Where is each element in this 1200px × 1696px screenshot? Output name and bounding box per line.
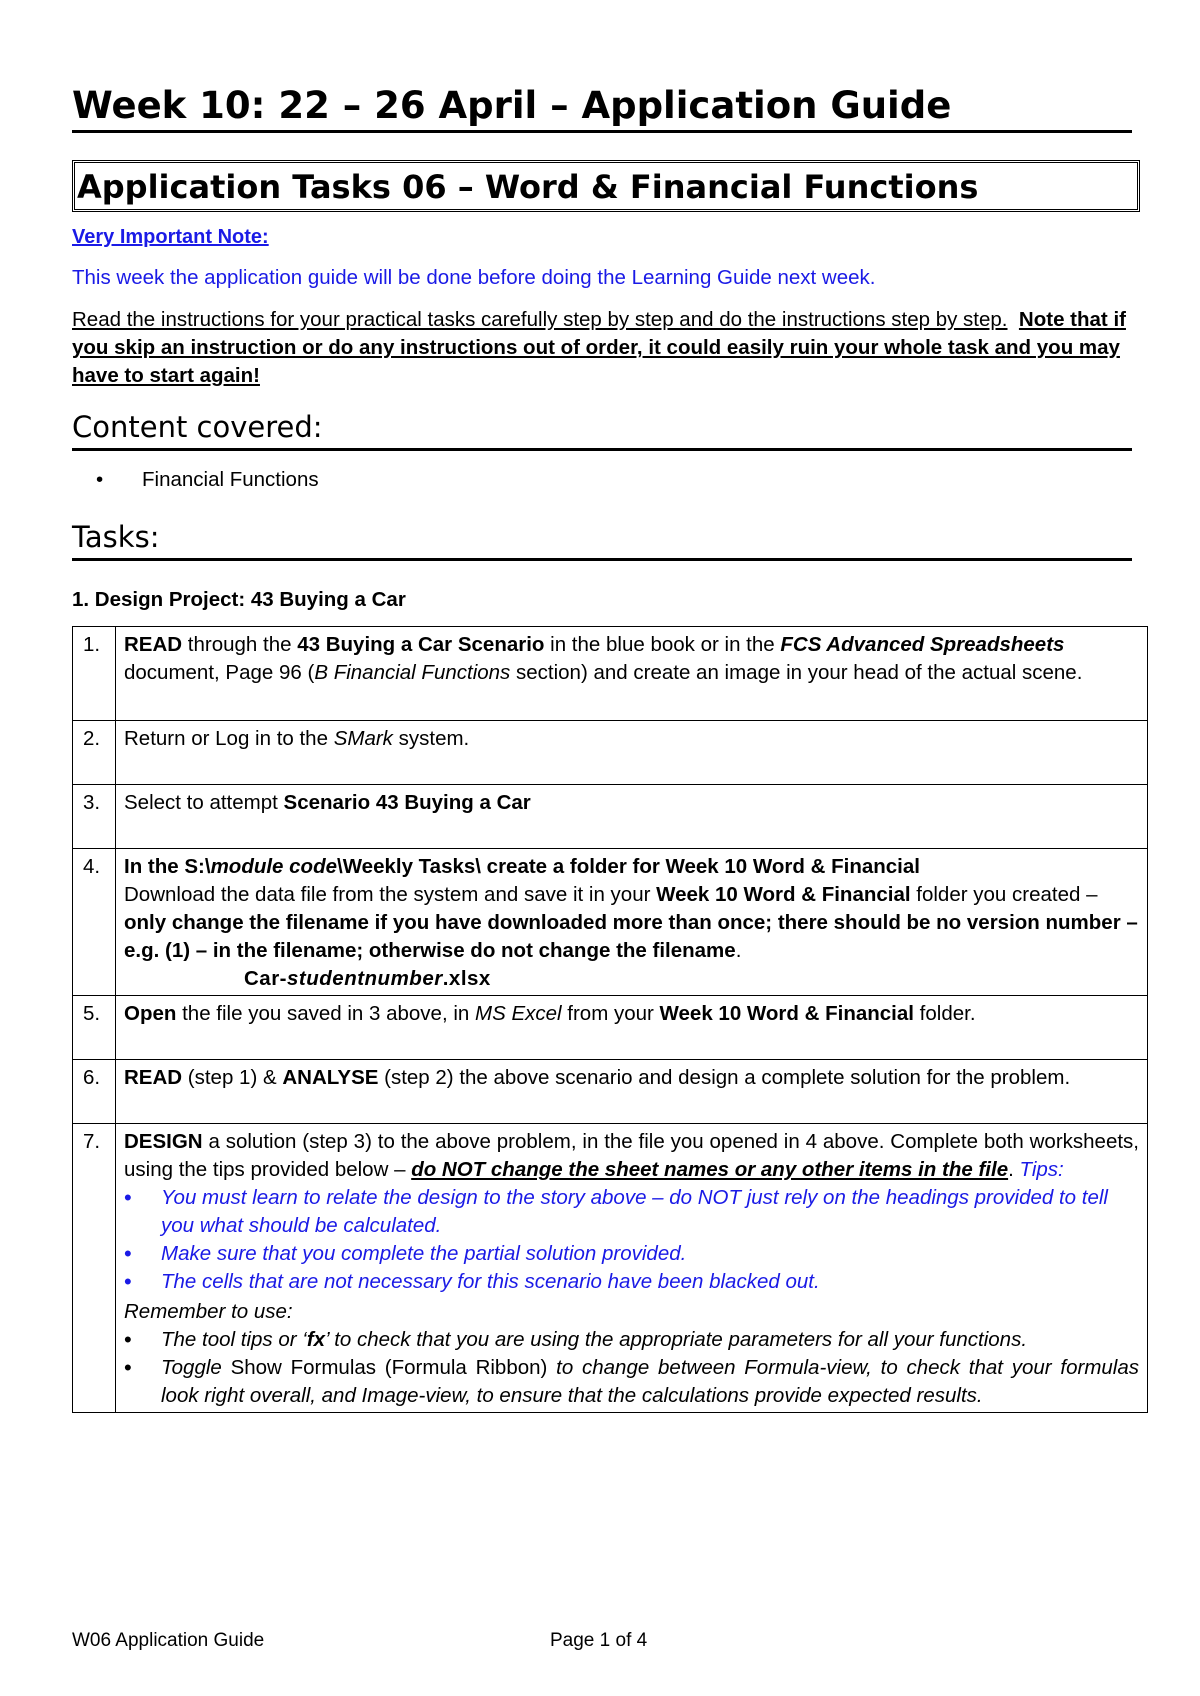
- step-plain-text: (step 1) &: [182, 1066, 283, 1089]
- step-bold-text: Week 10 Word & Financial: [656, 883, 911, 906]
- remember-list: [124, 1326, 1139, 1410]
- step-italic-text: SMark: [333, 727, 393, 750]
- step-number: 5.: [73, 996, 116, 1060]
- bullet-icon: •: [96, 468, 104, 491]
- list-item: [124, 1354, 1139, 1410]
- table-row: [73, 627, 1148, 721]
- remember-text: ’ to check that you are using the appropriate parameters for all your functions.: [325, 1328, 1028, 1351]
- step-line: [124, 1298, 1139, 1326]
- step-bold-text: \Weekly Tasks\ create a folder for Week 10 Word & Financial: [337, 855, 920, 878]
- project-heading: 1. Design Project: 43 Buying a Car: [72, 588, 406, 611]
- remember-text: Toggle: [161, 1356, 231, 1379]
- step-plain-text: section) and create an image in your head of the actual scene.: [510, 661, 1083, 684]
- step-bold-text: READ: [124, 1066, 183, 1089]
- important-note-heading: Very Important Note:: [72, 226, 269, 248]
- footer-page-number: Page 1 of 4: [550, 1630, 648, 1651]
- filename-extension: .xlsx: [442, 967, 491, 990]
- step-number: 7.: [73, 1124, 116, 1413]
- page-title: Week 10: 22 – 26 April – Application Guide: [72, 84, 1132, 133]
- table-row: [73, 996, 1148, 1060]
- step-bold-text: In the S:\: [124, 855, 211, 878]
- content-item-label: Financial Functions: [142, 468, 319, 491]
- table-row: [73, 721, 1148, 785]
- step-italic-text: B Financial Functions: [314, 661, 511, 684]
- tip-text: The cells that are not necessary for this scenario have been blacked out.: [161, 1270, 820, 1293]
- step-text: [116, 721, 1148, 785]
- instructions-warning: Note that if you skip an instruction or do any instructions out of order, it could easily ruin your whole task and you may have to start again!: [72, 308, 1126, 387]
- step-plain-text: document, Page 96 (: [124, 661, 315, 684]
- step-number: 4.: [73, 849, 116, 996]
- step-italic-text: MS Excel: [475, 1002, 562, 1025]
- step-text: [116, 627, 1148, 721]
- remember-plain-text: Show Formulas (Formula Ribbon): [230, 1356, 548, 1379]
- remember-text: to change between Formula-view, to check that your formulas look right overall, and Image-view, to ensure that the calculations provide expected results.: [161, 1356, 1140, 1407]
- step-plain-text: from your: [561, 1002, 660, 1025]
- step-plain-text: .: [1008, 1158, 1020, 1181]
- tips-list: [124, 1184, 1139, 1296]
- step-bold-text: DESIGN: [124, 1130, 203, 1153]
- table-row: [73, 1124, 1148, 1413]
- step-bold-text: Open: [124, 1002, 177, 1025]
- filename-student-number: studentnumber: [287, 967, 443, 990]
- step-text: [116, 996, 1148, 1060]
- step-bold-text: 43 Buying a Car Scenario: [297, 633, 545, 656]
- step-bold-text: only change the filename if you have downloaded more than once; there should be no version number – e.g. (1) – in the filename; otherwise do not change the filename: [124, 911, 1138, 962]
- content-covered-heading: Content covered:: [72, 408, 1132, 451]
- table-row: [73, 785, 1148, 849]
- step-plain-text: (step 2) the above scenario and design a complete solution for the problem.: [378, 1066, 1071, 1089]
- tips-label: Tips:: [1019, 1158, 1064, 1181]
- tip-text: Make sure that you complete the partial solution provided.: [161, 1242, 687, 1265]
- step-bold-text: ANALYSE: [282, 1066, 379, 1089]
- remember-bold-text: fx: [306, 1328, 326, 1351]
- instructions-paragraph: [72, 306, 1136, 390]
- table-row: [73, 849, 1148, 996]
- tasks-heading: Tasks:: [72, 518, 1132, 561]
- list-item: [124, 1268, 1139, 1296]
- step-plain-text: a solution (step 3) to the above problem, in the file you opened in 4 above. Complete both worksheets, using the tips provided below –: [124, 1130, 1139, 1181]
- filename-line: [124, 965, 1139, 993]
- step-plain-text: Return or Log in to the: [124, 727, 334, 750]
- table-row: [73, 1060, 1148, 1124]
- step-text: [116, 1124, 1148, 1413]
- remember-label: Remember to use:: [124, 1300, 293, 1323]
- step-number: 6.: [73, 1060, 116, 1124]
- step-text: [116, 785, 1148, 849]
- remember-text: The tool tips or ‘: [161, 1328, 307, 1351]
- list-item: [124, 1326, 1139, 1354]
- tip-text: You must learn to relate the design to the story above – do NOT just rely on the headings provided to tell you what should be calculated.: [161, 1186, 1108, 1237]
- filename-prefix: Car-: [244, 967, 288, 990]
- step-number: 3.: [73, 785, 116, 849]
- steps-table: [72, 626, 1148, 1413]
- footer-document-name: W06 Application Guide: [72, 1630, 265, 1651]
- step-number: 1.: [73, 627, 116, 721]
- step-line: [124, 881, 1139, 965]
- step-plain-text: .: [735, 939, 742, 962]
- step-bold-text: READ: [124, 633, 183, 656]
- step-line: [124, 853, 1139, 881]
- step-number: 2.: [73, 721, 116, 785]
- step-line: [124, 1128, 1139, 1184]
- step-plain-text: Select to attempt: [124, 791, 284, 814]
- step-plain-text: through the: [182, 633, 298, 656]
- content-list-item: [96, 468, 319, 492]
- step-bold-text: Scenario 43 Buying a Car: [283, 791, 531, 814]
- section-title-box: [72, 160, 1140, 212]
- instructions-plain: Read the instructions for your practical tasks carefully step by step and do the instructions step by step.: [72, 308, 1008, 331]
- step-plain-text: the file you saved in 3 above, in: [176, 1002, 475, 1025]
- step-plain-text: Download the data file from the system and save it in your: [124, 883, 657, 906]
- section-title: Application Tasks 06 – Word & Financial Functions: [77, 168, 979, 206]
- step-plain-text: folder.: [913, 1002, 976, 1025]
- step-plain-text: folder you created –: [910, 883, 1098, 906]
- step-plain-text: system.: [392, 727, 470, 750]
- step-text: [116, 849, 1148, 996]
- list-item: [124, 1240, 1139, 1268]
- list-item: [124, 1184, 1139, 1240]
- step-bold-italic-text: do NOT change the sheet names or any other items in the file: [411, 1158, 1009, 1181]
- important-note-body: This week the application guide will be done before doing the Learning Guide next week.: [72, 266, 876, 289]
- step-bold-italic-text: FCS Advanced Spreadsheets: [780, 633, 1065, 656]
- step-bold-text: Week 10 Word & Financial: [659, 1002, 914, 1025]
- step-text: [116, 1060, 1148, 1124]
- step-plain-text: in the blue book or in the: [544, 633, 781, 656]
- step-bold-italic-text: module code: [210, 855, 337, 878]
